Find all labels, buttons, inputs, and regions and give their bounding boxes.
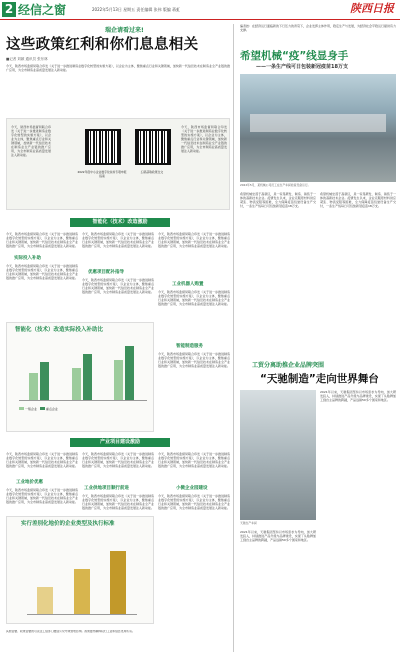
chart-2-bar bbox=[110, 551, 126, 614]
right-body-col1: 希望机械坐落于高新区，是一家集研发、制造、销售于一体的高新技术企业。疫情发生以来，企业克服原材料供应紧张、物流受阻等困难，全力保障疫苗包装设备生产交付，一条生产线每日可包装新冠疫苗18万支。 bbox=[240, 192, 316, 209]
right-body-col4: 2021年以来，天驰集团坚持以市场需求为导向，加大研发投入，持续推进产品升级与品牌建设，实现了从贴牌加工到自主品牌的跨越，产品远销50多个国家和地区。 bbox=[320, 390, 396, 403]
chart-2-bar bbox=[37, 587, 53, 614]
chart-1-title: 智能化（技术）改造实际投入补助比 bbox=[15, 327, 104, 333]
feature-kicker: 工贸分离助推企业品牌突围 bbox=[252, 362, 325, 369]
chart-1-bar bbox=[40, 362, 49, 400]
subhead-1: 实际投入补助 bbox=[14, 256, 41, 261]
qr-code-2[interactable] bbox=[135, 129, 171, 165]
headline-3: “天驰制造”走向世界舞台 bbox=[260, 373, 379, 385]
subhead-4: 智能制造服务 bbox=[176, 344, 203, 349]
subhead-3: 工业机器人购置 bbox=[172, 282, 204, 287]
body-col1-c: 今天，陕西市场监督局联合印发《关于进一步推进制造业数字化转型的实施方案》，以企业为主体，聚焦重点行业和关键领域，加快新一代信息技术在制造业全产业链的推广应用，为全市制造业高质量发展注入新动能。 bbox=[6, 452, 78, 469]
legend-swatch-1 bbox=[19, 407, 24, 410]
chart-2-title: 实行差别化地价的企业类型及执行标准 bbox=[21, 521, 115, 527]
section-bar-3: 产业项目建设激励 bbox=[70, 438, 170, 447]
body-col3-c: 今天，陕西市场监督局联合印发《关于进一步推进制造业数字化转型的实施方案》，以企业为主体，聚焦重点行业和关键领域，加快新一代信息技术在制造业全产业链的推广应用，为全市制造业高质量发展注入新动能。 bbox=[158, 352, 230, 369]
chart-1-bar bbox=[29, 373, 38, 400]
legend-label-1: 一般企业 bbox=[24, 407, 37, 411]
subhead-7: 小微企业园建设 bbox=[176, 486, 208, 491]
qr-caption-2: 扫码获取政策全文 bbox=[140, 170, 164, 174]
factory-photo-1 bbox=[240, 74, 396, 182]
section-bar-1: 智能化（技术）改造激励 bbox=[70, 218, 170, 227]
body-col1-a: 今天，陕西市场监督局联合印发《关于进一步推进制造业数字化转型的实施方案》，以企业为主体，聚焦重点行业和关键领域，加快新一代信息技术在制造业全产业链的推广应用，为全市制造业高质量发展注入新动能。 bbox=[6, 232, 78, 249]
subhead-6: 工业供地项目顺行前进 bbox=[84, 486, 129, 491]
byline: ■记者 刘颖 通讯员 张东林 bbox=[6, 57, 48, 61]
chart-1 bbox=[6, 322, 154, 432]
right-body-col3: 2021年以来，天驰集团坚持以市场需求为导向，加大研发投入，持续推进产品升级与品牌建设，实现了从贴牌加工到自主品牌的跨越，产品远销50多个国家和地区。 bbox=[240, 530, 316, 543]
body-col3-b: 今天，陕西市场监督局联合印发《关于进一步推进制造业数字化转型的实施方案》，以企业为主体，聚焦重点行业和关键领域，加快新一代信息技术在制造业全产业链的推广应用，为全市制造业高质量发展注入新动能。 bbox=[158, 290, 230, 307]
body-col2-b: 今天，陕西市场监督局联合印发《关于进一步推进制造业数字化转型的实施方案》，以企业为主体，聚焦重点行业和关键领域，加快新一代信息技术在制造业全产业链的推广应用，为全市制造业高质量发展注入新动能。 bbox=[82, 278, 154, 295]
page-number: 2 bbox=[2, 2, 16, 17]
chart-2 bbox=[6, 516, 154, 624]
header-meta: 2022年5月13日 星期五 责任编辑 张伟 版编 蒋虹 bbox=[92, 7, 181, 12]
legend-label-2: 重点企业 bbox=[45, 407, 58, 411]
chart-1-legend bbox=[19, 407, 58, 411]
subhead-right: ——一条生产线可日包装新冠疫苗18万支 bbox=[256, 64, 348, 70]
qr-caption-1: 2022年度中小企业数字化扶持专项申报指南 bbox=[77, 170, 127, 178]
body-col2-a: 今天，陕西市场监督局联合印发《关于进一步推进制造业数字化转型的实施方案》，以企业为主体，聚焦重点行业和关键领域，加快新一代信息技术在制造业全产业链的推广应用，为全市制造业高质量发展注入新动能。 bbox=[82, 232, 154, 249]
subhead-5: 工业地价优惠 bbox=[16, 480, 43, 485]
chart-2-plot bbox=[27, 537, 137, 615]
chart-1-plot bbox=[19, 343, 147, 401]
photo-caption-1: 2022年5月，某机械公司员工在生产车间检查设备运行。 bbox=[240, 183, 311, 187]
chart-1-bar bbox=[83, 354, 92, 400]
legend-swatch-2 bbox=[40, 407, 45, 410]
machine-shape bbox=[250, 114, 386, 132]
body-col3-e: 今天，陕西市场监督局联合印发《关于进一步推进制造业数字化转型的实施方案》，以企业为主体，聚焦重点行业和关键领域，加快新一代信息技术在制造业全产业链的推广应用，为全市制造业高质量发展注入新动能。 bbox=[158, 494, 230, 511]
body-col1-d: 今天，陕西市场监督局联合印发《关于进一步推进制造业数字化转型的实施方案》，以企业为主体，聚焦重点行业和关键领域，加快新一代信息技术在制造业全产业链的推广应用，为全市制造业高质量发展注入新动能。 bbox=[6, 488, 78, 505]
chart-1-bar bbox=[114, 360, 123, 401]
photo-caption-2: 天驰生产车间 bbox=[240, 521, 257, 525]
editor-note: 编者按：在经济运行面临新的下行压力的背景下，企业发挥主体作用，稳定生产与发展，为经济社会平稳运行提供有力支撑。 bbox=[240, 24, 396, 33]
chart-2-bar bbox=[74, 569, 90, 614]
column-divider bbox=[233, 24, 234, 652]
headline: 这些政策红利和你们息息相关 bbox=[6, 37, 199, 53]
body-col1-b: 今天，陕西市场监督局联合印发《关于进一步推进制造业数字化转型的实施方案》，以企业为主体，聚焦重点行业和关键领域，加快新一代信息技术在制造业全产业链的推广应用，为全市制造业高质量发展注入新动能。 bbox=[6, 264, 78, 281]
lead-paragraph: 今天，陕西市场监督局联合印发《关于进一步推进制造业数字化转型的实施方案》，以企业为主体，聚焦重点行业和关键领域，加快新一代信息技术在制造业全产业链的推广应用，为全市制造业高质量发展注入新动能。 bbox=[6, 64, 230, 73]
page-header bbox=[0, 0, 400, 20]
newspaper-logo: 陕西日报 bbox=[350, 2, 394, 15]
qr-side-text: 今天，陕西市场监督局联合印发《关于进一步推进制造业数字化转型的实施方案》，以企业为主体，聚焦重点行业和关键领域，加快新一代信息技术在制造业全产业链的推广应用，为全市制造业高质量发展注入新动能。 bbox=[11, 125, 51, 158]
subhead-2: 优惠项目配补指导 bbox=[88, 270, 124, 275]
kicker: 瑞企请看过来! bbox=[105, 27, 144, 34]
headline-2: 希望机械“疫”线显身手 bbox=[240, 50, 349, 62]
body-col2-d: 今天，陕西市场监督局联合印发《关于进一步推进制造业数字化转型的实施方案》，以企业为主体，聚焦重点行业和关键领域，加快新一代信息技术在制造业全产业链的推广应用，为全市制造业高质量发展注入新动能。 bbox=[82, 494, 154, 511]
right-body-col2: 希望机械坐落于高新区，是一家集研发、制造、销售于一体的高新技术企业。疫情发生以来，企业克服原材料供应紧张、物流受阻等困难，全力保障疫苗包装设备生产交付，一条生产线每日可包装新冠疫苗18万支。 bbox=[320, 192, 396, 209]
qr-code-1[interactable] bbox=[85, 129, 121, 165]
section-title: 经信之窗 bbox=[18, 3, 67, 17]
qr-side-text-right: 今天，陕西市场监督局联合印发《关于进一步推进制造业数字化转型的实施方案》，以企业为主体，聚焦重点行业和关键领域，加快新一代信息技术在制造业全产业链的推广应用，为全市制造业高质量发展注入新动能。 bbox=[181, 125, 227, 154]
chart-1-bar bbox=[72, 368, 81, 400]
footer-note: 其他需要、政策需要的可关注工信部门微信公众号或致电咨询。政策最终解释权归工业和信息化局所有。 bbox=[6, 630, 135, 633]
chart-1-bar bbox=[125, 346, 134, 400]
body-col3-d: 今天，陕西市场监督局联合印发《关于进一步推进制造业数字化转型的实施方案》，以企业为主体，聚焦重点行业和关键领域，加快新一代信息技术在制造业全产业链的推广应用，为全市制造业高质量发展注入新动能。 bbox=[158, 452, 230, 469]
qr-box bbox=[6, 118, 230, 210]
body-col3-a: 今天，陕西市场监督局联合印发《关于进一步推进制造业数字化转型的实施方案》，以企业为主体，聚焦重点行业和关键领域，加快新一代信息技术在制造业全产业链的推广应用，为全市制造业高质量发展注入新动能。 bbox=[158, 232, 230, 249]
factory-photo-2 bbox=[240, 390, 316, 520]
body-col2-c: 今天，陕西市场监督局联合印发《关于进一步推进制造业数字化转型的实施方案》，以企业为主体，聚焦重点行业和关键领域，加快新一代信息技术在制造业全产业链的推广应用，为全市制造业高质量发展注入新动能。 bbox=[82, 452, 154, 469]
